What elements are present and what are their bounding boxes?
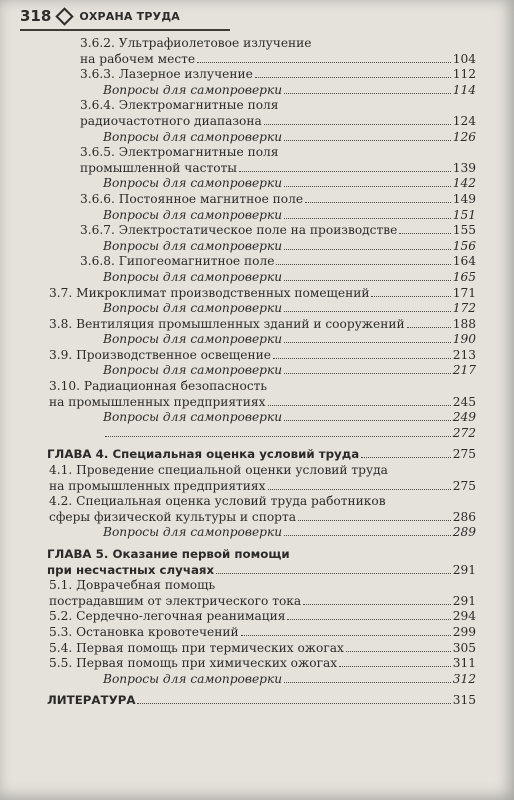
toc-self-check[interactable] <box>0 270 514 286</box>
toc-line <box>49 379 476 395</box>
toc-page-number: 126 <box>452 129 476 144</box>
toc-line <box>103 410 476 426</box>
toc-line <box>49 594 476 610</box>
toc-page-number: 164 <box>452 254 476 269</box>
toc-title: 3.6.3. Лазерное излучение <box>80 67 253 82</box>
toc-self-check[interactable] <box>0 363 514 379</box>
toc-entry[interactable] <box>0 317 514 333</box>
toc-chapter[interactable] <box>0 447 514 463</box>
toc-entry[interactable] <box>0 98 514 129</box>
dot-leader <box>137 703 450 704</box>
header-rule <box>20 29 230 31</box>
dot-leader <box>241 635 451 636</box>
toc-entry[interactable] <box>0 254 514 270</box>
page-number: 318 <box>20 7 52 25</box>
toc-page-number: 139 <box>452 160 476 175</box>
toc-page-number: 104 <box>452 51 476 66</box>
toc-page-number: 312 <box>452 671 476 686</box>
toc-line <box>47 447 476 463</box>
toc-title: на рабочем месте <box>80 51 196 66</box>
toc-entry[interactable] <box>0 286 514 302</box>
dot-leader <box>255 77 451 78</box>
toc-title: 3.7. Микроклимат производственных помещений <box>49 285 370 300</box>
toc-line <box>103 332 476 348</box>
dot-leader <box>273 358 451 359</box>
toc-page-number: 149 <box>452 191 476 206</box>
toc-line <box>80 192 476 208</box>
toc-self-check[interactable] <box>0 525 514 541</box>
toc-entry[interactable] <box>0 641 514 657</box>
toc-entry[interactable] <box>0 223 514 239</box>
dot-leader <box>239 171 451 172</box>
toc-line <box>103 83 476 99</box>
toc-line <box>103 130 476 146</box>
toc-title: при несчастных случаях <box>47 562 215 577</box>
toc-title: 5.2. Сердечно-легочная реанимация <box>49 609 286 624</box>
toc-line <box>80 36 476 52</box>
toc-title: 5.1. Доврачебная помощь <box>49 578 216 593</box>
toc-line <box>80 98 476 114</box>
dot-leader <box>284 93 451 94</box>
dot-leader <box>268 405 451 406</box>
dot-leader <box>197 62 451 63</box>
toc-self-check[interactable] <box>0 426 514 442</box>
toc-line <box>49 578 476 594</box>
toc-title: 5.4. Первая помощь при термических ожогах <box>49 640 344 655</box>
toc-title: Вопросы для самопроверки <box>103 129 283 144</box>
toc-self-check[interactable] <box>0 332 514 348</box>
toc-page-number: 155 <box>452 223 476 238</box>
toc-page-number: 291 <box>452 562 476 577</box>
dot-leader <box>264 124 451 125</box>
toc-entry[interactable] <box>0 463 514 494</box>
dot-leader <box>284 311 451 312</box>
toc-title: 5.5. Первая помощь при химических ожогах <box>49 656 338 671</box>
toc-page-number: 275 <box>452 447 476 462</box>
toc-title: Вопросы для самопроверки <box>103 301 283 316</box>
toc-title: 3.6.2. Ультрафиолетовое излучение <box>80 36 312 50</box>
toc-self-check[interactable] <box>0 176 514 192</box>
toc-entry[interactable] <box>0 578 514 609</box>
toc-entry[interactable] <box>0 145 514 176</box>
toc-title: Вопросы для самопроверки <box>103 363 283 378</box>
toc-line <box>47 563 476 579</box>
toc-line <box>49 510 476 526</box>
dot-leader <box>399 233 450 234</box>
toc-title: пострадавшим от электрического тока <box>49 593 302 608</box>
toc-line <box>103 239 476 255</box>
toc-title: 3.6.7. Электростатическое поле на производстве <box>80 223 398 238</box>
toc-line <box>49 494 476 510</box>
toc-entry[interactable] <box>0 379 514 410</box>
toc-chapter[interactable] <box>0 693 514 709</box>
dot-leader <box>339 666 451 667</box>
toc-title: 5.3. Остановка кровотечений <box>49 624 239 639</box>
dot-leader <box>407 327 451 328</box>
toc-line <box>49 463 476 479</box>
toc-title: Вопросы для самопроверки <box>103 332 283 347</box>
toc-title: 3.8. Вентиляция промышленных зданий и сооружений <box>49 316 405 331</box>
toc-title: Вопросы для самопроверки <box>103 525 283 540</box>
toc-page-number: 217 <box>452 363 476 378</box>
toc-title: 4.2. Специальная оценка условий труда работников <box>49 494 386 509</box>
toc-page-number: 172 <box>452 301 476 316</box>
toc-line <box>80 254 476 270</box>
dot-leader <box>298 520 451 521</box>
toc-self-check[interactable] <box>0 410 514 426</box>
toc-entry[interactable] <box>0 67 514 83</box>
toc-page-number: 156 <box>452 238 476 253</box>
toc-page-number: 112 <box>452 67 476 82</box>
toc-page-number: 286 <box>452 509 476 524</box>
dot-leader <box>216 573 451 574</box>
toc-title: промышленной частоты <box>80 160 237 175</box>
toc-line <box>49 395 476 411</box>
toc-line <box>49 479 476 495</box>
toc-title: Вопросы для самопроверки <box>103 269 283 284</box>
toc-chapter[interactable] <box>0 547 514 578</box>
dot-leader <box>284 535 451 536</box>
toc-self-check[interactable] <box>0 301 514 317</box>
toc-line <box>80 114 476 130</box>
toc-entry[interactable] <box>0 656 514 672</box>
toc-line <box>49 641 476 657</box>
toc-title: 3.6.5. Электромагнитные поля <box>80 145 279 160</box>
dot-leader <box>346 651 451 652</box>
running-title: ОХРАНА ТРУДА <box>79 9 181 23</box>
toc-entry[interactable] <box>0 348 514 364</box>
dot-leader <box>284 140 451 141</box>
toc-page-number: 124 <box>452 113 476 128</box>
toc-title: радиочастотного диапазона <box>80 113 262 128</box>
toc-page-number: 188 <box>452 316 476 331</box>
toc-line <box>103 301 476 317</box>
toc-title: Вопросы для самопроверки <box>103 238 283 253</box>
toc-title: Вопросы для самопроверки <box>103 410 283 425</box>
dot-leader <box>284 280 451 281</box>
toc-line <box>80 67 476 83</box>
toc-title: 3.10. Радиационная безопасность <box>49 379 268 394</box>
toc-page-number: 315 <box>452 693 476 708</box>
toc-title: ГЛАВА 5. Оказание первой помощи <box>47 547 290 561</box>
toc-entry[interactable] <box>0 192 514 208</box>
toc-line <box>49 625 476 641</box>
toc-title: ГЛАВА 4. Специальная оценка условий труда <box>47 447 360 462</box>
toc-self-check[interactable] <box>0 130 514 146</box>
toc-title: 3.6.4. Электромагнитные поля <box>80 98 279 113</box>
diamond-ornament-icon <box>56 7 74 25</box>
dot-leader <box>105 436 451 437</box>
toc-line <box>103 270 476 286</box>
dot-leader <box>371 296 450 297</box>
toc-page-number: 245 <box>452 394 476 409</box>
toc-title: 3.9. Производственное освещение <box>49 347 271 362</box>
toc-title: 4.1. Проведение специальной оценки условий труда <box>49 463 388 478</box>
toc-line <box>49 348 476 364</box>
toc-page-number: 114 <box>452 82 476 97</box>
dot-leader <box>284 420 451 421</box>
dot-leader <box>284 373 451 374</box>
toc-page-number: 142 <box>452 176 476 191</box>
dot-leader <box>305 202 451 203</box>
toc-line <box>80 161 476 177</box>
toc-title: Вопросы для самопроверки <box>103 176 283 191</box>
toc-page-number: 291 <box>452 593 476 608</box>
toc-page-number: 165 <box>452 269 476 284</box>
toc-line <box>80 52 476 68</box>
toc-page-number: 294 <box>452 609 476 624</box>
toc-page-number: 213 <box>452 347 476 362</box>
running-header <box>20 4 180 28</box>
toc-title: на промышленных предприятиях <box>49 478 266 493</box>
toc-self-check[interactable] <box>0 208 514 224</box>
dot-leader <box>361 457 451 458</box>
toc-page-number: 311 <box>452 656 476 671</box>
toc-line <box>103 208 476 224</box>
toc-title: 3.6.8. Гипогеомагнитное поле <box>80 254 275 269</box>
dot-leader <box>284 186 451 187</box>
dot-leader <box>284 682 451 683</box>
toc-page-number: 299 <box>452 624 476 639</box>
toc-title: Вопросы для самопроверки <box>103 207 283 222</box>
toc-title: на промышленных предприятиях <box>49 394 266 409</box>
toc-page-number: 289 <box>452 525 476 540</box>
dot-leader <box>268 489 451 490</box>
toc-title: Вопросы для самопроверки <box>103 671 283 686</box>
toc-page-number: 272 <box>452 425 476 440</box>
toc-self-check[interactable] <box>0 672 514 688</box>
toc-entry[interactable] <box>0 625 514 641</box>
toc-entry[interactable] <box>0 36 514 67</box>
toc-line <box>49 609 476 625</box>
dot-leader <box>276 264 450 265</box>
table-of-contents <box>0 36 514 709</box>
toc-self-check[interactable] <box>0 239 514 255</box>
toc-page-number: 151 <box>452 207 476 222</box>
toc-line <box>103 525 476 541</box>
toc-line <box>49 317 476 333</box>
toc-line <box>103 426 476 442</box>
toc-page-number: 275 <box>452 478 476 493</box>
toc-title: Вопросы для самопроверки <box>103 82 283 97</box>
toc-title: ЛИТЕРАТУРА <box>47 693 136 708</box>
toc-title: 3.6.6. Постоянное магнитное поле <box>80 191 304 206</box>
toc-line <box>103 672 476 688</box>
toc-line <box>47 547 476 563</box>
toc-page-number: 305 <box>452 640 476 655</box>
toc-entry[interactable] <box>0 494 514 525</box>
dot-leader <box>303 604 451 605</box>
toc-title: сферы физической культуры и спорта <box>49 509 296 524</box>
toc-line <box>49 286 476 302</box>
toc-line <box>103 176 476 192</box>
dot-leader <box>284 342 451 343</box>
toc-line <box>80 145 476 161</box>
toc-page-number: 249 <box>452 410 476 425</box>
dot-leader <box>284 218 451 219</box>
toc-entry[interactable] <box>0 609 514 625</box>
toc-line <box>103 363 476 379</box>
toc-page-number: 190 <box>452 332 476 347</box>
dot-leader <box>287 619 450 620</box>
dot-leader <box>284 249 451 250</box>
toc-page-number: 171 <box>452 285 476 300</box>
toc-self-check[interactable] <box>0 83 514 99</box>
toc-line <box>80 223 476 239</box>
toc-line <box>49 656 476 672</box>
toc-line <box>47 693 476 709</box>
